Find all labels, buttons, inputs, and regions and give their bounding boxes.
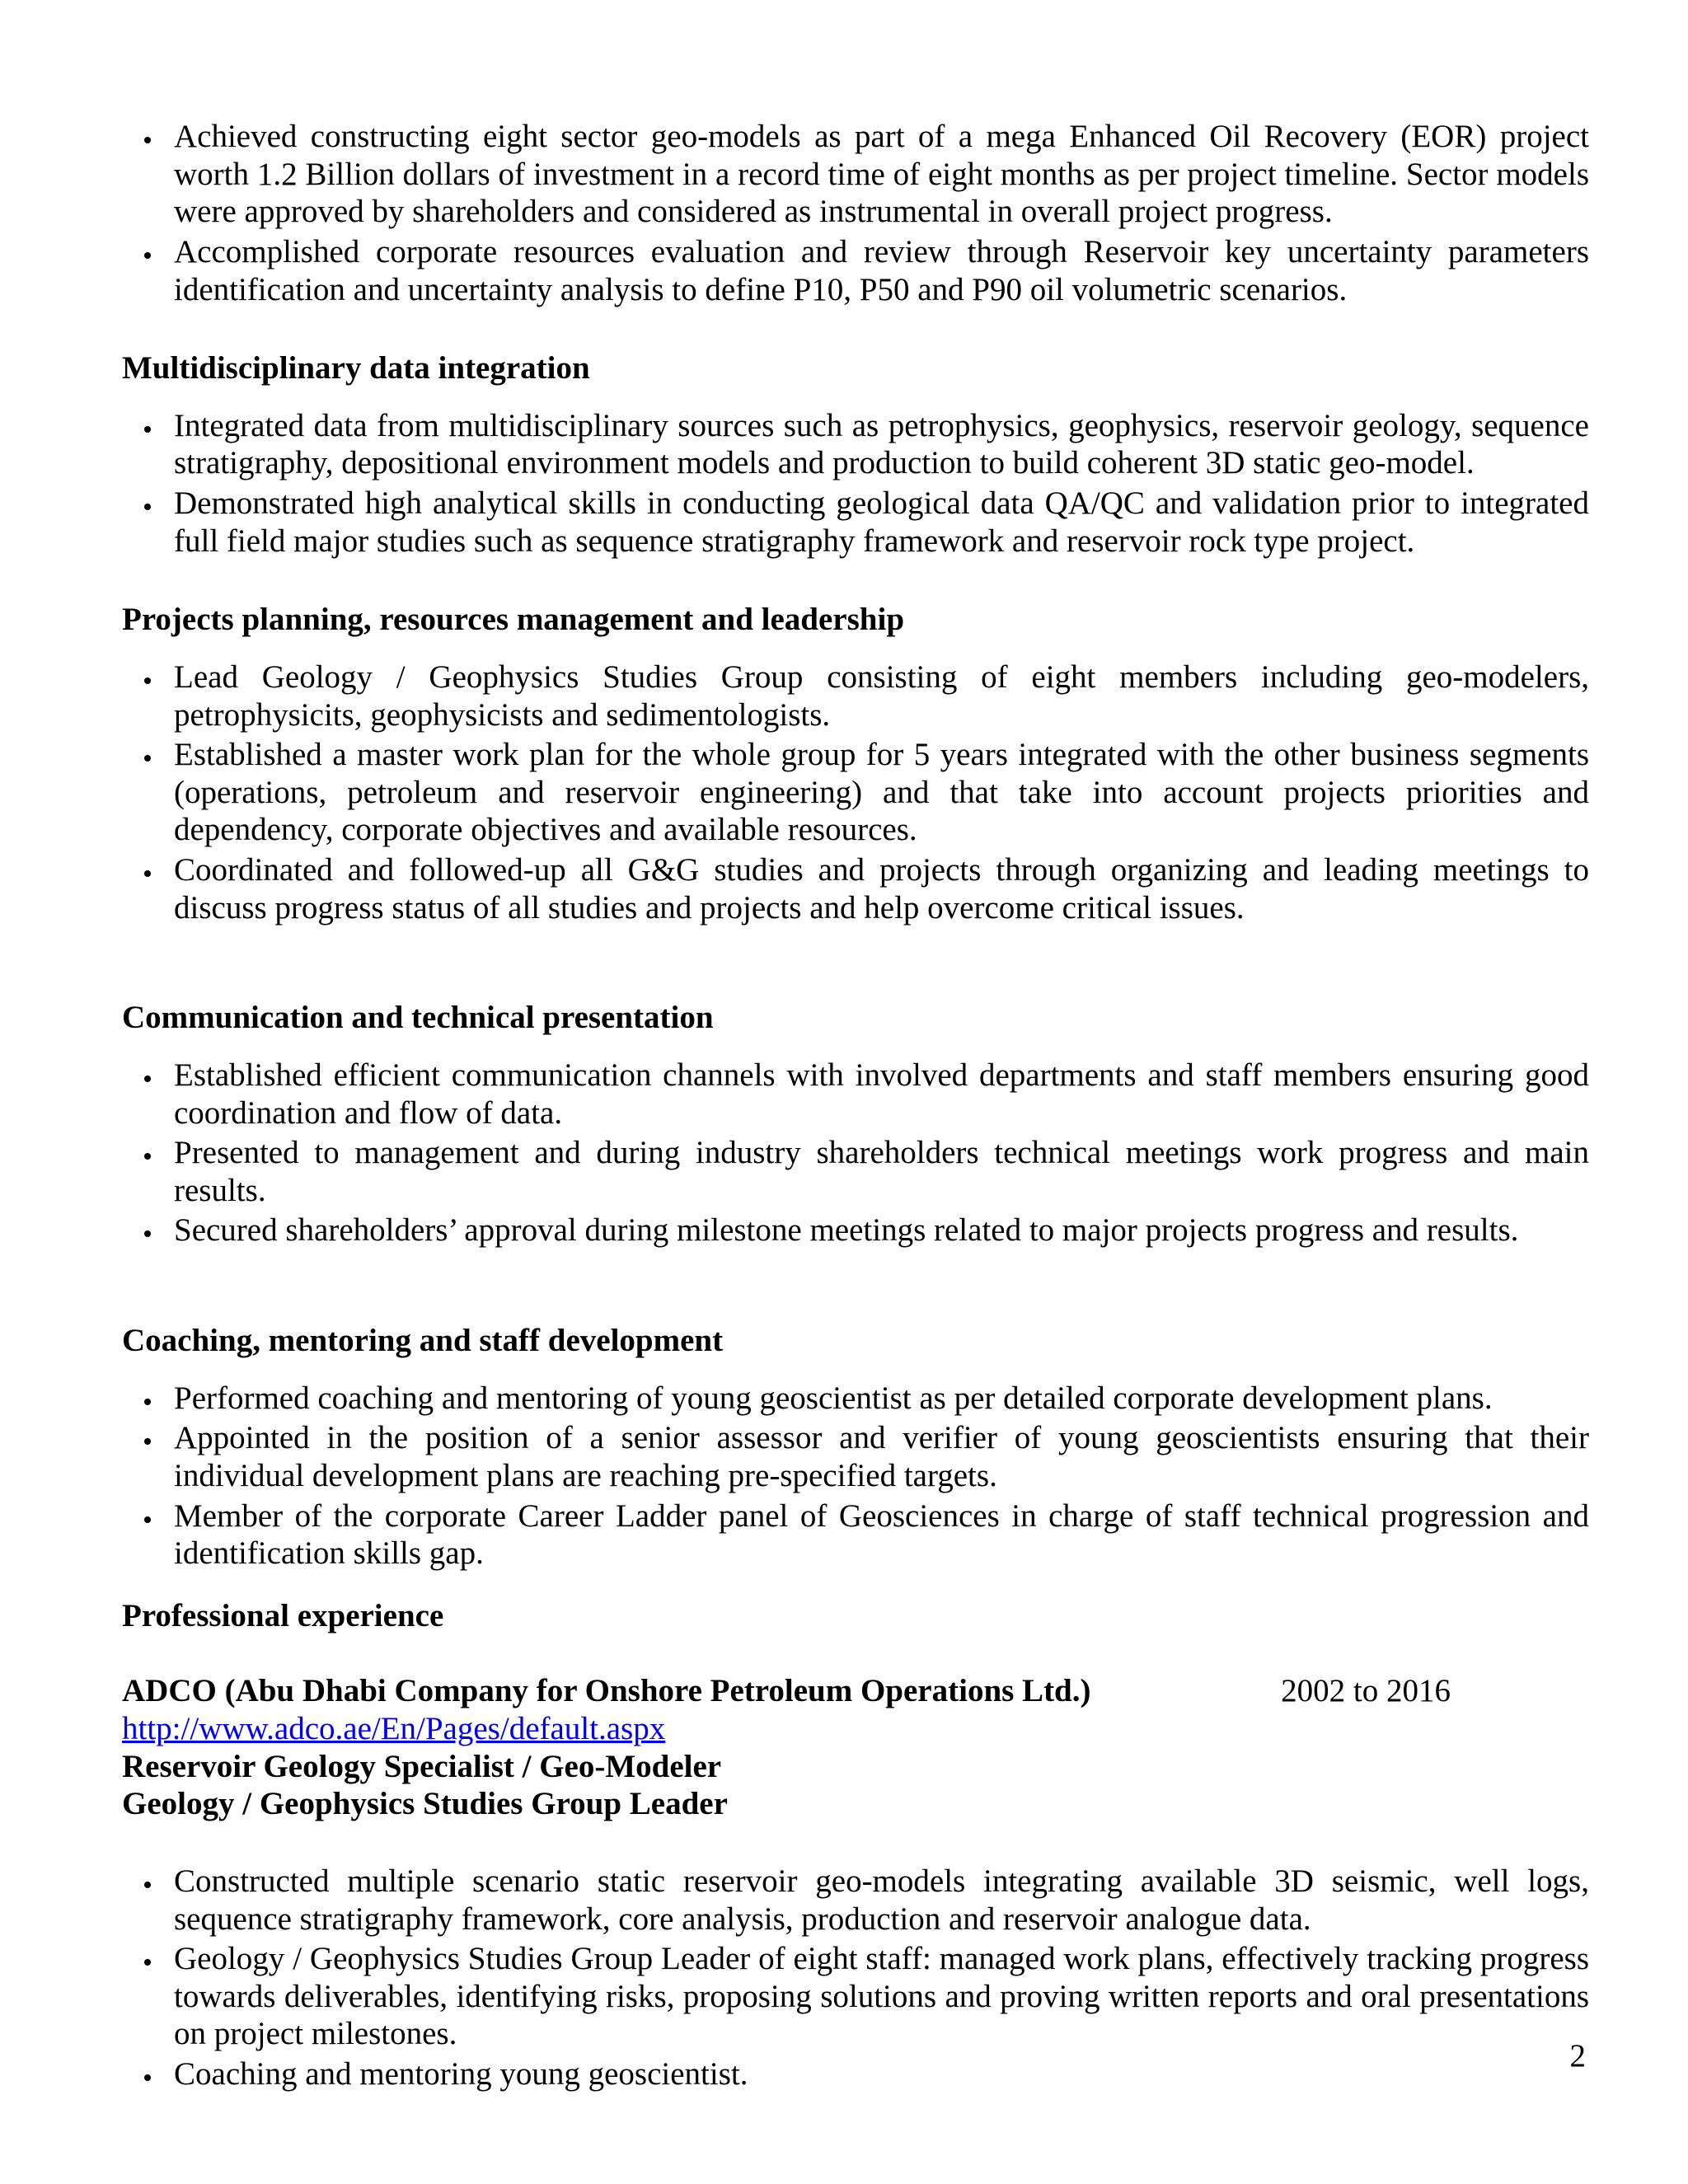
section-bullet-list [122,1057,1589,1249]
bullet-item: • Established efficient communication channels with involved departments and staff members ensuring good coordination and flow of data. [163,1057,1589,1132]
bullet-item: • Secured shareholders’ approval during milestone meetings related to major projects progress and results. [163,1212,1589,1249]
bullet-item: • Presented to management and during industry shareholders technical meetings work progress and main results. [163,1134,1589,1209]
section-heading-multidisciplinary-data-integration: Multidisciplinary data integration [122,350,590,387]
section-bullet-list [122,658,1589,926]
bullet-item: • Coaching and mentoring young geoscientist. [163,2055,1589,2093]
bullet-item: • Lead Geology / Geophysics Studies Group consisting of eight members including geo-modelers, petrophysicits, geophysicists and sedimentologists. [163,658,1589,733]
intro-bullet-list [122,118,1589,308]
bullet-item: • Appointed in the position of a senior assessor and verifier of young geoscientists ensuring that their individual development plans are reaching pre-specified targets. [163,1419,1589,1494]
company-url-link[interactable]: http://www.adco.ae/En/Pages/default.aspx [122,1711,666,1746]
section-heading-projects-planning: Projects planning, resources management and leadership [122,602,905,638]
bullet-item: • Demonstrated high analytical skills in conducting geological data QA/QC and validation prior to integrated full field major studies such as sequence stratigraphy framework and reservoir rock type project. [163,485,1589,560]
company-name: ADCO (Abu Dhabi Company for Onshore Petroleum Operations Ltd.) [122,1673,1091,1709]
company-url-row [122,1710,1589,1748]
bullet-item: • Geology / Geophysics Studies Group Leader of eight staff: managed work plans, effectively tracking progress towards deliverables, identifying risks, proposing solutions and proving written reports and oral presentations on project milestones. [163,1940,1589,2053]
section-heading-coaching-mentoring: Coaching, mentoring and staff development [122,1323,724,1358]
bullet-item: • Accomplished corporate resources evaluation and review through Reservoir key uncertainty parameters identification and uncertainty analysis to define P10, P50 and P90 oil volumetric scenarios. [163,233,1589,308]
bullet-item: • Coordinated and followed-up all G&G studies and projects through organizing and leading meetings to discuss progress status of all studies and projects and help overcome critical issues. [163,851,1589,926]
job-title-secondary: Geology / Geophysics Studies Group Leader [122,1786,728,1822]
section-heading-professional-experience: Professional experience [122,1597,444,1633]
bullet-item: • Established a master work plan for the whole group for 5 years integrated with the other business segments (operations, petroleum and reservoir engineering) and that take into account projects priorities and dependency, corporate objectives and available resources. [163,736,1589,849]
job-title-primary: Reservoir Geology Specialist / Geo-Modeler [122,1748,722,1784]
section-heading-communication: Communication and technical presentation [122,1000,714,1036]
bullet-item: • Integrated data from multidisciplinary sources such as petrophysics, geophysics, reservoir geology, sequence stratigraphy, depositional environment models and production to build coherent 3D static geo-model. [163,407,1589,482]
bullet-item: • Achieved constructing eight sector geo-models as part of a mega Enhanced Oil Recovery (EOR) project worth 1.2 Billion dollars of investment in a record time of eight months as per project timeline. Sector models were approved by shareholders and considered as instrumental in overall project progress. [163,118,1589,231]
bullet-item: • Performed coaching and mentoring of young geoscientist as per detailed corporate development plans. [163,1380,1589,1418]
section-bullet-list [122,1380,1589,1572]
employer-row [122,1672,1589,1710]
page-number: 2 [1569,2038,1586,2074]
bullet-item: • Constructed multiple scenario static reservoir geo-models integrating available 3D seismic, well logs, sequence stratigraphy framework, core analysis, production and reservoir analogue data. [163,1863,1589,1938]
section-bullet-list [122,407,1589,560]
bullet-item: • Member of the corporate Career Ladder panel of Geosciences in charge of staff technical progression and identification skills gap. [163,1497,1589,1572]
employment-dates: 2002 to 2016 [1281,1673,1451,1709]
experience-bullet-list [122,1863,1589,2093]
